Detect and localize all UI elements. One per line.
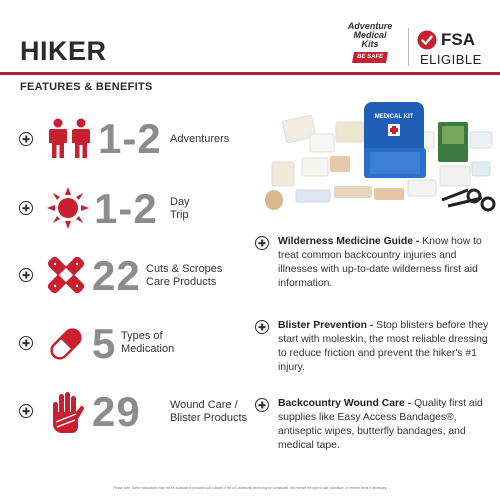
feature-label: Adventurers — [170, 133, 230, 145]
feature-number: 1-2 — [94, 185, 158, 232]
brand-tag: BE SAFE — [352, 52, 388, 63]
benefit-item — [278, 235, 496, 291]
header-rule — [0, 72, 500, 75]
section-title: FEATURES & BENEFITS — [20, 81, 153, 93]
bandages-icon — [46, 255, 86, 295]
fsa-badge — [417, 30, 497, 70]
plus-icon — [255, 236, 269, 250]
plus-icon — [255, 320, 269, 334]
benefit-title: Backcountry Wound Care - — [278, 398, 412, 409]
feature-label: Cuts & Scropes Care Products — [146, 263, 223, 288]
feature-label: Day Trip — [170, 196, 190, 221]
kit-label: MEDICAL KIT — [374, 114, 414, 120]
plus-icon — [19, 268, 33, 282]
header-divider — [408, 28, 409, 66]
brand-line: Adventure — [347, 21, 393, 31]
first-aid-kit-photo — [262, 92, 498, 220]
two-people-icon — [44, 118, 96, 160]
benefit-text: Know how to treat common backcountry injuries and illnesses with up-to-date wilderness first aid information. — [278, 236, 482, 289]
plus-icon — [19, 132, 33, 146]
plus-icon — [19, 404, 33, 418]
page-title: HIKER — [20, 36, 107, 66]
benefit-title: Blister Prevention - — [278, 320, 374, 331]
bandaged-hand-icon — [48, 390, 84, 434]
check-circle-icon — [417, 30, 437, 50]
fsa-subtitle: ELIGIBLE — [420, 52, 482, 67]
footnote: Please note: Some medications may not be available in products sold outside of the US; additional items may be substituted. We reserve the right to add, substitute, or remove items if necessary. — [113, 486, 387, 490]
benefit-text: Quality first aid supplies like Easy Access Bandages®, antiseptic wipes, butterfly bandages, and medical tape. — [278, 398, 483, 451]
pill-icon — [46, 324, 86, 364]
brand-line: Kits — [361, 39, 379, 49]
benefit-text: Stop blisters before they start with moleskin, the most reliable dressing to reduce friction and prevent the hiker's #1 injury. — [278, 320, 489, 373]
plus-icon — [19, 201, 33, 215]
fsa-title: FSA — [441, 30, 475, 49]
plus-icon — [255, 398, 269, 412]
feature-label: Types of Medication — [121, 330, 175, 355]
feature-number: 5 — [92, 320, 117, 367]
feature-number: 1-2 — [98, 115, 162, 162]
benefit-item — [278, 319, 496, 375]
benefit-item — [278, 397, 496, 453]
feature-number: 29 — [92, 388, 141, 435]
feature-number: 22 — [92, 252, 141, 299]
plus-icon — [19, 336, 33, 350]
feature-label: Wound Care / Blister Products — [170, 399, 248, 424]
brand-logo — [340, 22, 400, 78]
benefit-title: Wilderness Medicine Guide - — [278, 236, 420, 247]
sun-icon — [46, 186, 90, 230]
brand-line: Medical — [353, 30, 387, 40]
